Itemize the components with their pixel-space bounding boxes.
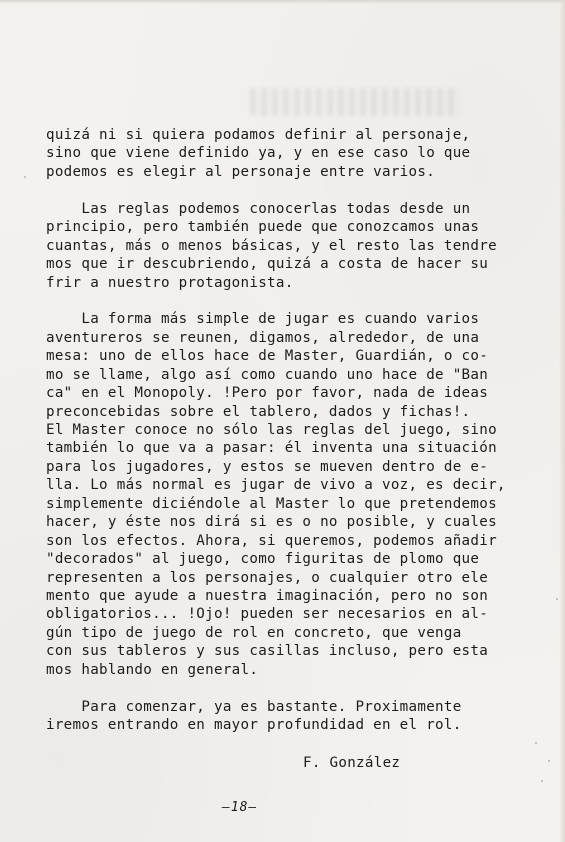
text-line: Para comenzar, ya es bastante. Proximamente xyxy=(46,698,462,715)
text-line: sino que viene definido ya, y en ese caso lo que xyxy=(46,145,471,162)
text-line: cuantas, más o menos básicas, y el resto las tendre xyxy=(46,237,497,254)
text-line: mento que ayude a nuestra imaginación, pero no son xyxy=(46,587,489,604)
scan-speck xyxy=(556,598,558,600)
text-line: "decorados" al juego, como figuritas de plomo que xyxy=(46,551,480,568)
text-line: lla. Lo más normal es jugar de vivo a voz, es decir, xyxy=(46,477,506,494)
author-signature: F. González xyxy=(303,755,401,771)
text-line: también lo que va a pasar: él inventa una situación xyxy=(46,440,497,457)
text-line: son los efectos. Ahora, si queremos, podemos añadir xyxy=(46,532,497,549)
body-text xyxy=(46,126,546,734)
text-line: quizá ni si quiera podamos definir al personaje, xyxy=(46,127,471,143)
paragraph-gap xyxy=(46,679,546,697)
page-number: —18— xyxy=(222,800,258,815)
text-line: aventureros se reunen, digamos, alrededor, de una xyxy=(46,329,480,346)
scan-speck xyxy=(24,176,26,178)
text-line: gún tipo de juego de rol en concreto, que venga xyxy=(46,624,462,641)
text-line: simplemente diciéndole al Master lo que pretendemos xyxy=(46,495,497,512)
text-line: podemos es elegir al personaje entre varios. xyxy=(46,163,436,180)
paragraph-gap xyxy=(46,181,546,199)
text-line: con sus tableros y sus casillas incluso, pero esta xyxy=(46,643,489,660)
text-line: frir a nuestro protagonista. xyxy=(46,274,294,291)
scan-speck xyxy=(541,780,543,782)
text-line: obligatorios... !Ojo! pueden ser necesarios en al- xyxy=(46,606,489,623)
text-line: ca" en el Monopoly. !Pero por favor, nada de ideas xyxy=(46,385,489,402)
page-top-edge xyxy=(0,0,565,4)
text-line: representen a los personajes, o cualquier otro ele xyxy=(46,569,489,586)
text-line: mos hablando en general. xyxy=(46,661,259,678)
text-line: mo se llame, algo así como cuando uno hace de "Ban xyxy=(46,366,489,383)
text-line: La forma más simple de jugar es cuando varios xyxy=(46,311,480,328)
scan-speck xyxy=(548,760,550,762)
bleed-through-text xyxy=(250,88,460,116)
text-line: iremos entrando en mayor profundidad en el rol. xyxy=(46,717,462,733)
text-line: para los jugadores, y estos se mueven dentro de e- xyxy=(46,458,489,475)
scan-speck xyxy=(535,742,537,744)
text-line: mesa: uno de ellos hace de Master, Guardián, o co- xyxy=(46,348,489,365)
text-line: principio, pero también puede que conozcamos unas xyxy=(46,219,480,236)
text-line: El Master conoce no sólo las reglas del juego, sino xyxy=(46,422,497,438)
text-line: mos que ir descubriendo, quizá a costa de hacer su xyxy=(46,256,489,273)
paragraph-gap xyxy=(46,292,546,310)
text-line: Las reglas podemos conocerlas todas desde un xyxy=(46,200,471,217)
page-right-edge xyxy=(559,0,565,842)
text-line: hacer, y éste nos dirá si es o no posible, y cuales xyxy=(46,514,497,531)
text-line: preconcebidas sobre el tablero, dados y fichas!. xyxy=(46,403,471,420)
